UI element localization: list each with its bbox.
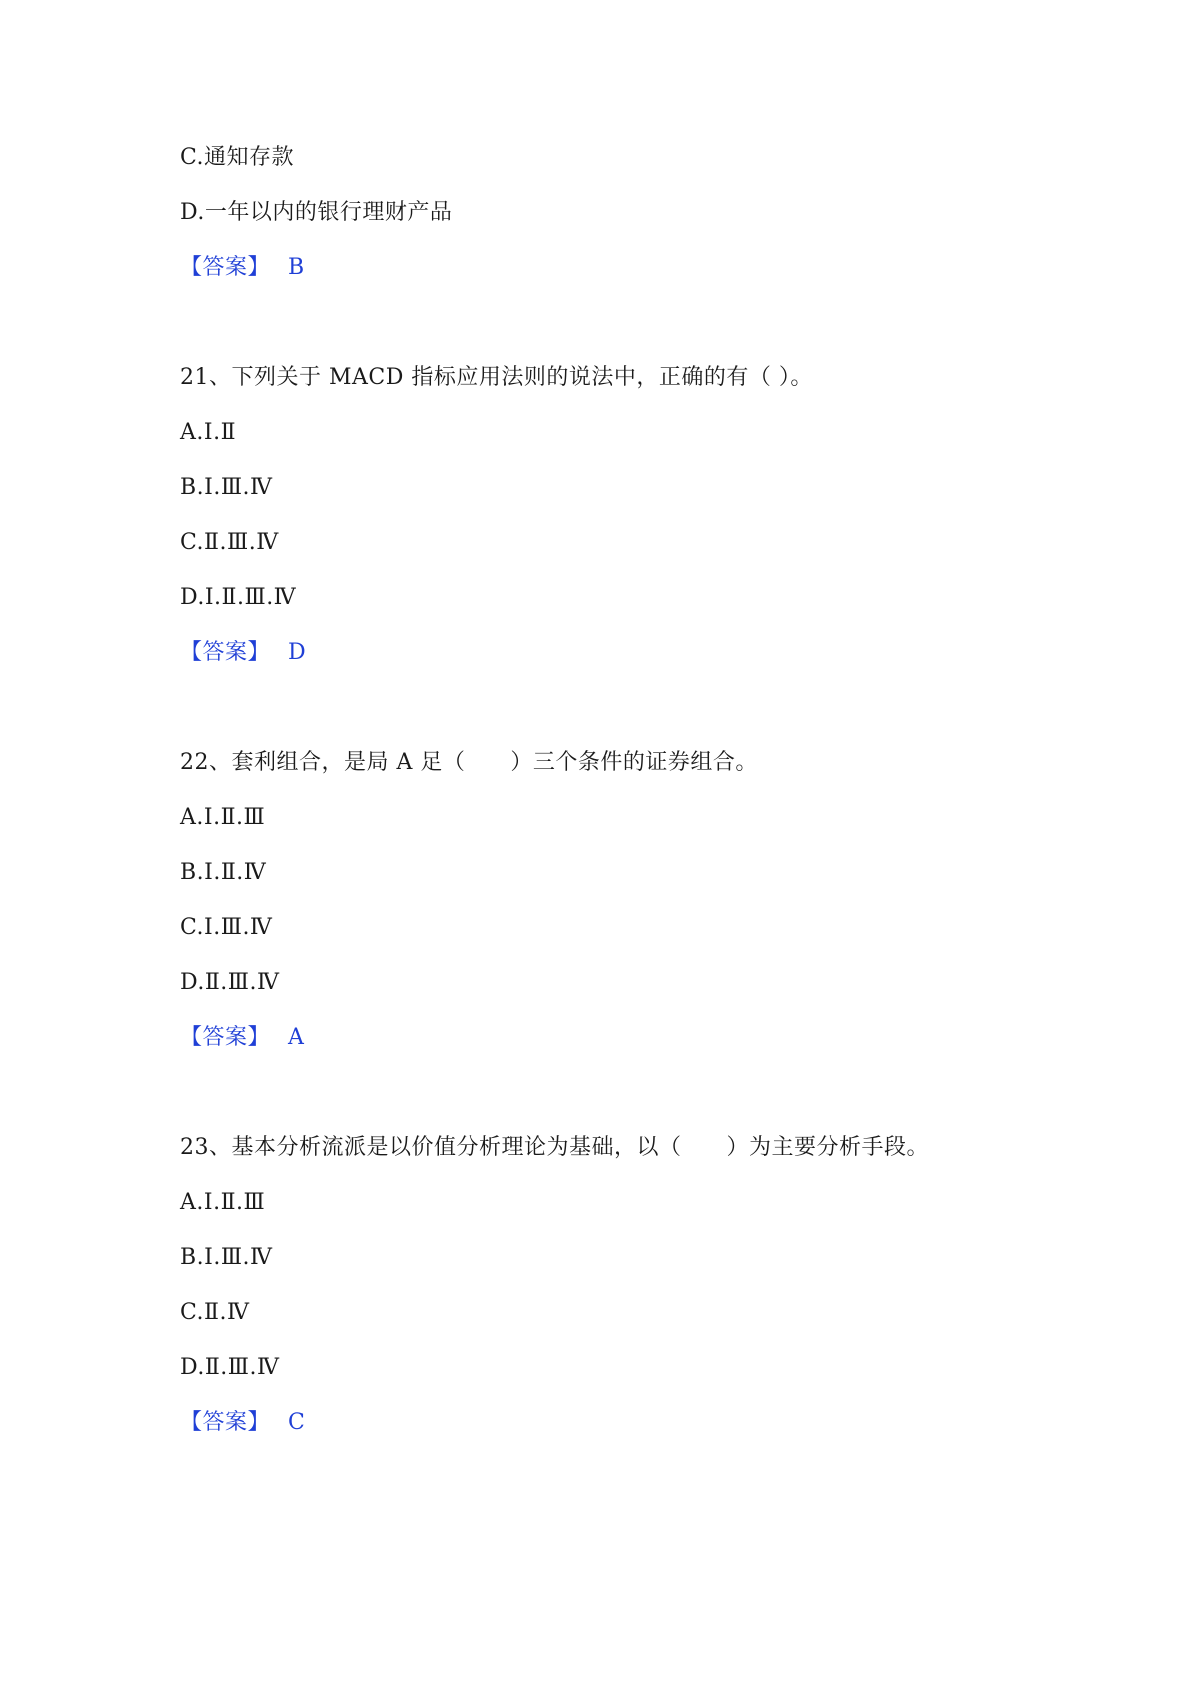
answer-label: 【答案】 [180, 1025, 271, 1050]
answer-line [180, 253, 305, 283]
question-stem: 21、下列关于 MACD 指标应用法则的说法中，正确的有（ ）。 [180, 365, 813, 390]
option-b: B.Ⅰ.Ⅱ.Ⅳ [180, 860, 267, 885]
answer-line [180, 1408, 305, 1438]
option-b: B.Ⅰ.Ⅲ.Ⅳ [180, 1245, 273, 1270]
option-d: D.Ⅱ.Ⅲ.Ⅳ [180, 970, 280, 995]
answer-label: 【答案】 [180, 1410, 271, 1435]
answer-label: 【答案】 [180, 640, 271, 665]
answer-label: 【答案】 [180, 255, 271, 280]
question-stem: 22、套利组合，是局 A 足（ ）三个条件的证券组合。 [180, 750, 758, 775]
option-d: D.一年以内的银行理财产品 [180, 200, 453, 225]
option-c: C.Ⅱ.Ⅲ.Ⅳ [180, 530, 279, 555]
answer-value: C [288, 1410, 306, 1435]
answer-line [180, 1023, 304, 1053]
answer-value: D [288, 640, 307, 665]
option-d: D.Ⅰ.Ⅱ.Ⅲ.Ⅳ [180, 585, 297, 610]
option-c: C.通知存款 [180, 145, 295, 170]
answer-line [180, 638, 306, 668]
option-a: A.Ⅰ.Ⅱ.Ⅲ [180, 1190, 266, 1215]
option-c: C.Ⅰ.Ⅲ.Ⅳ [180, 915, 273, 940]
option-a: A.Ⅰ.Ⅱ [180, 420, 237, 445]
answer-value: A [288, 1025, 305, 1050]
option-d: D.Ⅱ.Ⅲ.Ⅳ [180, 1355, 280, 1380]
option-b: B.Ⅰ.Ⅲ.Ⅳ [180, 475, 273, 500]
question-stem: 23、基本分析流派是以价值分析理论为基础，以（ ）为主要分析手段。 [180, 1135, 929, 1160]
answer-value: B [288, 255, 305, 280]
option-c: C.Ⅱ.Ⅳ [180, 1300, 250, 1325]
option-a: A.Ⅰ.Ⅱ.Ⅲ [180, 805, 266, 830]
